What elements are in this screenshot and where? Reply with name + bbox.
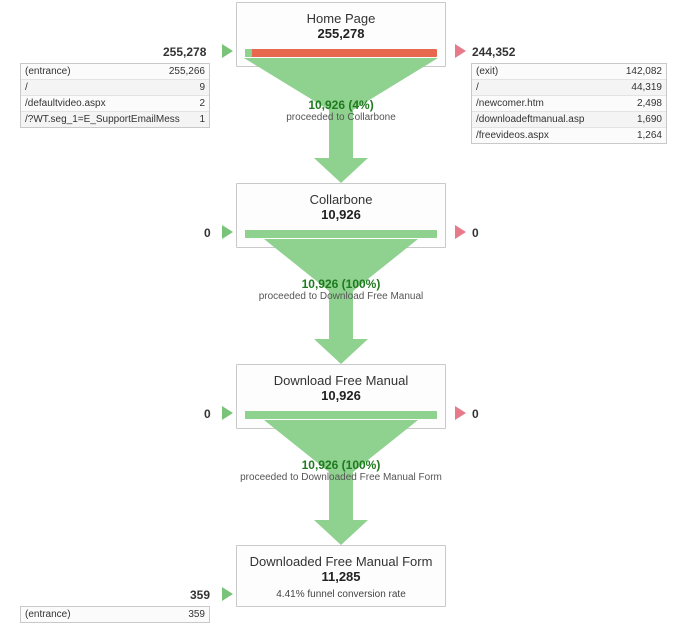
row-value: 1 <box>199 114 205 125</box>
row-value: 44,319 <box>631 82 662 93</box>
funnel-step-downloaded-free-manual-form[interactable] <box>236 545 446 607</box>
exits-count-download-free-manual: 0 <box>472 407 479 421</box>
exits-arrow-icon <box>455 406 466 420</box>
entrance-table-home-page <box>20 63 210 128</box>
entries-arrow-icon <box>222 406 233 420</box>
transition-value: 10,926 (100%) <box>301 277 381 291</box>
step-bar-proceed-portion <box>245 49 252 57</box>
exits-arrow-icon <box>455 225 466 239</box>
step-count: 10,926 <box>321 388 361 403</box>
step-title: Downloaded Free Manual Form <box>249 554 433 569</box>
funnel-transition-3-label <box>211 458 471 484</box>
entries-arrow-icon <box>222 44 233 58</box>
exits-count-home-page: 244,352 <box>472 45 516 59</box>
table-row[interactable] <box>21 607 209 622</box>
table-row[interactable] <box>21 96 209 112</box>
exit-table-home-page <box>471 63 667 144</box>
exits-arrow-icon <box>455 44 466 58</box>
step-bar-proceed-portion <box>245 230 437 238</box>
transition-value: 10,926 (100%) <box>301 458 381 472</box>
transition-text: proceeded to Downloaded Free Manual Form <box>240 472 442 483</box>
entrance-table-downloaded-free-manual-form <box>20 606 210 623</box>
step-bar-exit-portion <box>245 49 437 57</box>
transition-value: 10,926 (4%) <box>308 98 374 112</box>
entries-count-download-free-manual: 0 <box>204 407 211 421</box>
row-value: 1,264 <box>636 130 662 141</box>
row-value: 1,690 <box>636 114 662 125</box>
row-label: /newcomer.htm <box>476 98 544 109</box>
table-row[interactable] <box>472 80 666 96</box>
step-title: Download Free Manual <box>273 373 409 388</box>
entries-count-collarbone: 0 <box>204 226 211 240</box>
row-value: 2 <box>199 98 205 109</box>
row-label: /freevideos.aspx <box>476 130 549 141</box>
entries-arrow-icon <box>222 225 233 239</box>
table-row[interactable] <box>21 80 209 96</box>
row-label: /defaultvideo.aspx <box>25 98 106 109</box>
row-label: / <box>476 82 479 93</box>
step-bar-proceed-portion <box>245 411 437 419</box>
row-label: / <box>25 82 28 93</box>
table-row[interactable] <box>472 128 666 143</box>
table-row[interactable] <box>472 96 666 112</box>
step-count: 10,926 <box>321 207 361 222</box>
row-label: /downloadeftmanual.asp <box>476 114 585 125</box>
row-value: 359 <box>188 609 205 620</box>
funnel-transition-1-label <box>211 98 471 124</box>
entries-count-home-page: 255,278 <box>163 45 207 59</box>
table-row[interactable] <box>472 64 666 80</box>
exits-count-collarbone: 0 <box>472 226 479 240</box>
row-label: (entrance) <box>25 66 71 77</box>
step-title: Home Page <box>306 11 376 26</box>
entries-count-downloaded-free-manual-form: 359 <box>190 588 211 602</box>
row-label: (entrance) <box>25 609 71 620</box>
transition-text: proceeded to Download Free Manual <box>258 291 424 302</box>
funnel-transition-2-label <box>211 277 471 303</box>
row-value: 142,082 <box>625 66 662 77</box>
row-value: 255,266 <box>168 66 205 77</box>
table-row[interactable] <box>21 112 209 127</box>
step-title: Collarbone <box>309 192 373 207</box>
row-label: (exit) <box>476 66 499 77</box>
transition-text: proceeded to Collarbone <box>286 112 396 123</box>
entries-arrow-icon <box>222 587 233 601</box>
table-row[interactable] <box>472 112 666 128</box>
step-count: 255,278 <box>317 26 365 41</box>
row-label: /?WT.seg_1=E_SupportEmailMess <box>25 114 180 125</box>
row-value: 9 <box>199 82 205 93</box>
row-value: 2,498 <box>636 98 662 109</box>
step-count: 11,285 <box>321 569 361 584</box>
table-row[interactable] <box>21 64 209 80</box>
funnel-conversion-rate: 4.41% funnel conversion rate <box>276 589 406 600</box>
